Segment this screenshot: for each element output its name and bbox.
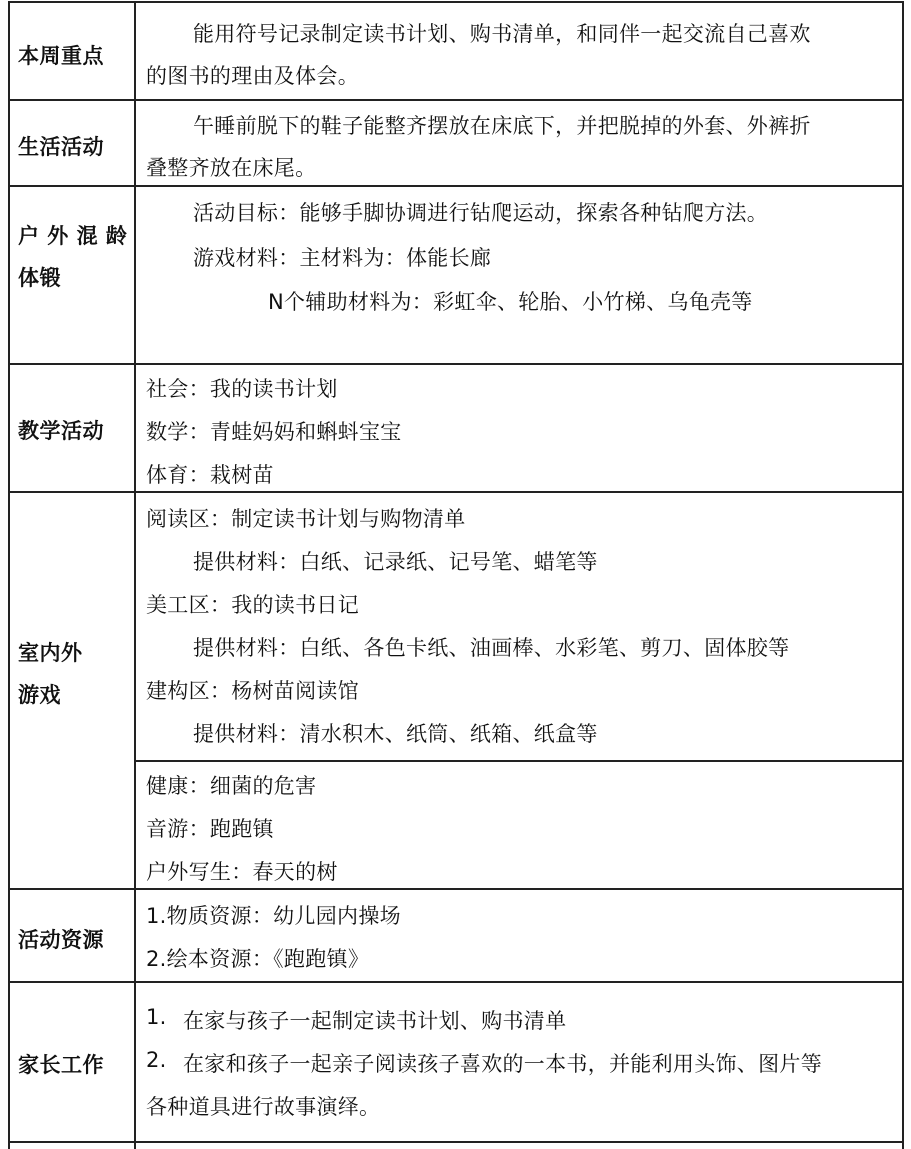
teaching-item: 社会：我的读书计划 bbox=[146, 377, 338, 401]
games-indoor-area: 建构区：杨树苗阅读馆 bbox=[146, 679, 359, 703]
parents-item-number: 1. bbox=[146, 1005, 167, 1029]
row-divider bbox=[8, 491, 904, 493]
games-indoor-area: 美工区：我的读书日记 bbox=[146, 593, 359, 617]
row-label-life-activity: 生活活动 bbox=[18, 135, 104, 159]
row-divider bbox=[8, 1141, 904, 1143]
row-label-resources: 活动资源 bbox=[18, 928, 104, 952]
row-divider bbox=[8, 981, 904, 983]
games-indoor-materials: 提供材料：白纸、各色卡纸、油画棒、水彩笔、剪刀、固体胶等 bbox=[193, 636, 790, 660]
life-activity-line-1: 午睡前脱下的鞋子能整齐摆放在床底下，并把脱掉的外套、外裤折 bbox=[193, 114, 811, 138]
row-label-parents: 家长工作 bbox=[18, 1053, 104, 1077]
resources-item: 1.物质资源：幼儿园内操场 bbox=[146, 904, 401, 928]
row-label-outdoor-exercise: 户 外 混 龄 bbox=[18, 224, 128, 248]
parents-item: 在家和孩子一起亲子阅读孩子喜欢的一本书，并能利用头饰、图片等 bbox=[183, 1052, 822, 1076]
parents-item: 在家与孩子一起制定读书计划、购书清单 bbox=[183, 1009, 567, 1033]
games-indoor-materials: 提供材料：清水积木、纸筒、纸箱、纸盒等 bbox=[193, 722, 598, 746]
column-divider bbox=[902, 1, 904, 1149]
row-divider bbox=[8, 185, 904, 187]
row-label-games: 室内外 bbox=[18, 641, 83, 665]
row-label-teaching: 教学活动 bbox=[18, 419, 104, 443]
column-divider bbox=[134, 1, 136, 1149]
games-outdoor-item: 户外写生：春天的树 bbox=[146, 860, 338, 884]
games-indoor-materials: 提供材料：白纸、记录纸、记号笔、蜡笔等 bbox=[193, 550, 598, 574]
teaching-item: 体育：栽树苗 bbox=[146, 463, 274, 487]
weekly-focus-line-2: 的图书的理由及体会。 bbox=[146, 64, 359, 88]
parents-item-number: 2. bbox=[146, 1048, 167, 1072]
parents-item-continued: 各种道具进行故事演绎。 bbox=[146, 1095, 381, 1119]
row-divider bbox=[136, 760, 904, 762]
life-activity-line-2: 叠整齐放在床尾。 bbox=[146, 156, 317, 180]
row-divider bbox=[8, 99, 904, 101]
weekly-focus-line-1: 能用符号记录制定读书计划、购书清单，和同伴一起交流自己喜欢 bbox=[193, 22, 811, 46]
outdoor-exercise-material: 游戏材料：主材料为：体能长廊 bbox=[193, 246, 492, 270]
row-divider bbox=[8, 1, 904, 3]
games-outdoor-item: 音游：跑跑镇 bbox=[146, 817, 274, 841]
row-divider bbox=[8, 363, 904, 365]
row-label-games-2: 游戏 bbox=[18, 683, 61, 707]
resources-item: 2.绘本资源：《跑跑镇》 bbox=[146, 947, 370, 971]
games-indoor-area: 阅读区：制定读书计划与购物清单 bbox=[146, 507, 466, 531]
outdoor-exercise-aux: N个辅助材料为：彩虹伞、轮胎、小竹梯、乌龟壳等 bbox=[268, 290, 753, 314]
teaching-item: 数学：青蛙妈妈和蝌蚪宝宝 bbox=[146, 420, 402, 444]
column-divider bbox=[8, 1, 10, 1149]
games-outdoor-item: 健康：细菌的危害 bbox=[146, 774, 317, 798]
row-label-outdoor-exercise-2: 体锻 bbox=[18, 266, 61, 290]
outdoor-exercise-goal: 活动目标：能够手脚协调进行钻爬运动，探索各种钻爬方法。 bbox=[193, 201, 769, 225]
row-divider bbox=[8, 888, 904, 890]
row-label-weekly-focus: 本周重点 bbox=[18, 44, 104, 68]
